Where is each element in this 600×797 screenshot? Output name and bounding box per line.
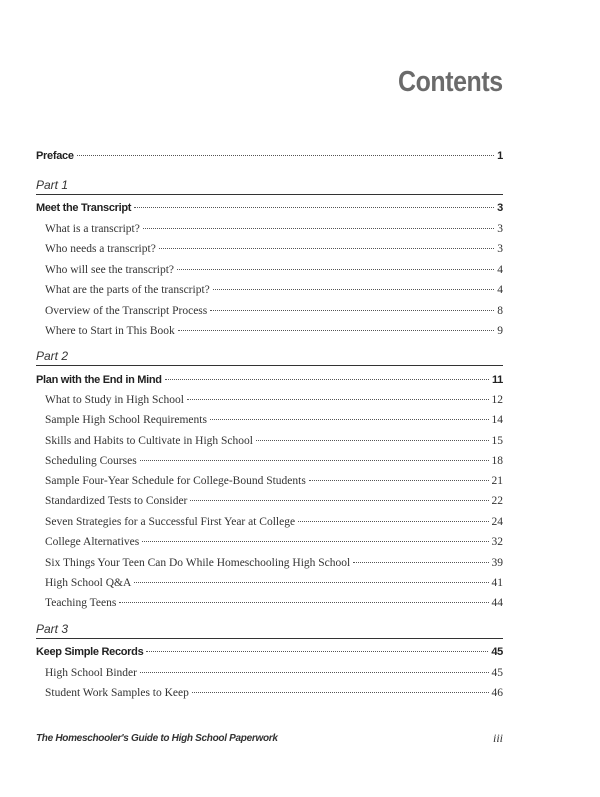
entry-label: Plan with the End in Mind <box>36 374 162 386</box>
entry-label: Teaching Teens <box>45 597 117 609</box>
entry-page: 24 <box>491 516 503 528</box>
entry-label: What are the parts of the transcript? <box>45 284 210 296</box>
footer-book-title: The Homeschooler's Guide to High School Paperwork <box>36 733 278 744</box>
entry-page: 21 <box>491 475 503 487</box>
leader-dots <box>256 428 489 441</box>
entry-label: Scheduling Courses <box>45 455 137 467</box>
toc-entry <box>45 239 503 257</box>
leader-dots <box>213 277 494 290</box>
entry-label: What is a transcript? <box>45 223 140 235</box>
leader-dots <box>210 407 489 420</box>
toc-entry <box>45 683 503 701</box>
leader-dots <box>309 468 489 481</box>
leader-dots <box>119 590 488 603</box>
toc-entry <box>45 260 503 278</box>
leader-dots <box>140 448 489 461</box>
entry-page: 3 <box>497 202 503 214</box>
leader-dots <box>134 195 494 208</box>
part-label: Part 2 <box>36 349 69 363</box>
toc-entry <box>45 280 503 298</box>
entry-label: Who needs a transcript? <box>45 243 156 255</box>
entry-label: High School Q&A <box>45 577 132 589</box>
toc-entry <box>45 390 503 408</box>
entry-label: What to Study in High School <box>45 394 184 406</box>
entry-label: College Alternatives <box>45 536 140 548</box>
page-title: Contents <box>398 66 503 98</box>
entry-page: 14 <box>491 414 503 426</box>
entry-label: Six Things Your Teen Can Do While Homeschooling High School <box>45 557 351 569</box>
toc-entry <box>45 321 503 339</box>
entry-label: Skills and Habits to Cultivate in High School <box>45 435 253 447</box>
leader-dots <box>143 216 494 229</box>
footer-page-number: iii <box>492 731 503 745</box>
entry-page: 32 <box>491 536 503 548</box>
entry-page: 39 <box>491 557 503 569</box>
toc-entry-preface <box>36 146 503 164</box>
entry-page: 44 <box>491 597 503 609</box>
entry-page: 46 <box>491 687 503 699</box>
entry-page: 11 <box>491 374 503 386</box>
entry-page: 15 <box>491 435 503 447</box>
leader-dots <box>190 488 488 501</box>
entry-page: 9 <box>497 325 503 337</box>
entry-label: High School Binder <box>45 667 137 679</box>
entry-page: 4 <box>497 284 503 296</box>
part-heading <box>36 370 503 388</box>
toc-entry <box>45 451 503 469</box>
toc-entry <box>45 593 503 611</box>
leader-dots <box>177 257 494 270</box>
leader-dots <box>210 298 494 311</box>
entry-page: 4 <box>497 264 503 276</box>
leader-dots <box>298 509 488 522</box>
leader-dots <box>178 318 494 331</box>
toc-entry <box>45 663 503 681</box>
toc-entry <box>45 219 503 237</box>
leader-dots <box>77 143 495 156</box>
entry-page: 41 <box>491 577 503 589</box>
entry-label: Preface <box>36 150 74 162</box>
part-divider <box>36 365 503 366</box>
entry-page: 8 <box>497 305 503 317</box>
entry-label: Standardized Tests to Consider <box>45 495 188 507</box>
entry-label: Sample High School Requirements <box>45 414 207 426</box>
leader-dots <box>159 236 494 249</box>
part-heading <box>36 198 503 216</box>
entry-page: 18 <box>491 455 503 467</box>
leader-dots <box>140 660 489 673</box>
entry-label: Student Work Samples to Keep <box>45 687 189 699</box>
entry-page: 12 <box>491 394 503 406</box>
entry-label: Seven Strategies for a Successful First Year at College <box>45 516 296 528</box>
toc-entry <box>45 553 503 571</box>
leader-dots <box>134 570 488 583</box>
entry-label: Who will see the transcript? <box>45 264 175 276</box>
leader-dots <box>353 550 488 563</box>
toc-entry <box>45 573 503 591</box>
toc-entry <box>45 512 503 530</box>
entry-label: Where to Start in This Book <box>45 325 175 337</box>
entry-label: Overview of the Transcript Process <box>45 305 208 317</box>
entry-page: 22 <box>491 495 503 507</box>
leader-dots <box>187 387 489 400</box>
toc-entry <box>45 431 503 449</box>
part-label: Part 1 <box>36 178 69 192</box>
leader-dots <box>192 680 489 693</box>
leader-dots <box>142 529 488 542</box>
toc-entry <box>45 532 503 550</box>
entry-page: 45 <box>491 667 503 679</box>
entry-page: 1 <box>497 150 503 162</box>
leader-dots <box>165 367 489 380</box>
entry-page: 45 <box>491 646 503 658</box>
toc-entry <box>45 410 503 428</box>
entry-label: Keep Simple Records <box>36 646 144 658</box>
entry-label: Sample Four-Year Schedule for College-Bound Students <box>45 475 306 487</box>
entry-page: 3 <box>497 243 503 255</box>
toc-entry <box>45 491 503 509</box>
toc-entry <box>45 301 503 319</box>
toc-entry <box>45 471 503 489</box>
part-label: Part 3 <box>36 622 69 636</box>
part-heading <box>36 642 503 660</box>
entry-label: Meet the Transcript <box>36 202 132 214</box>
leader-dots <box>146 639 488 652</box>
entry-page: 3 <box>497 223 503 235</box>
